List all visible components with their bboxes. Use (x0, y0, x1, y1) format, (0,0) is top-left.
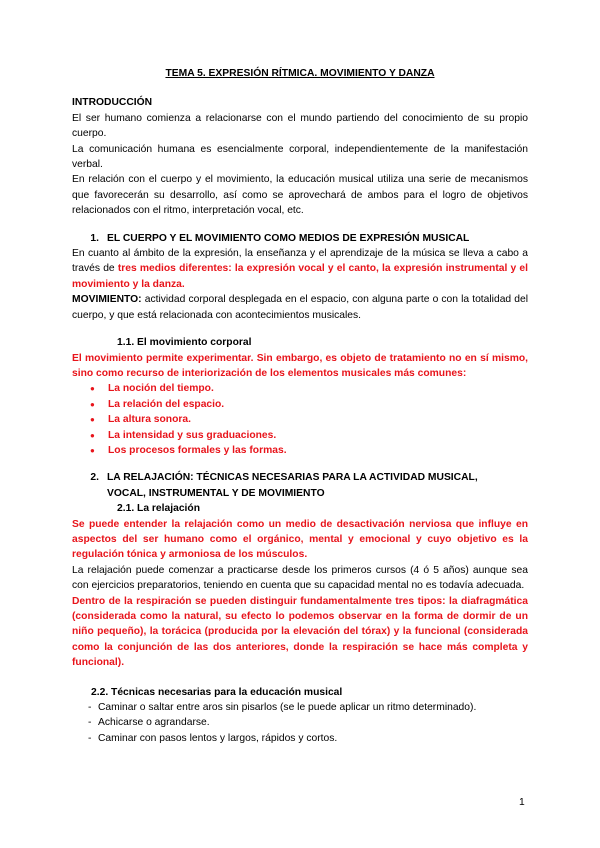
subsection-2-1-paragraph-1: Se puede entender la relajación como un medio de desactivación nerviosa que influye en aspectos del ser humano como el orgánico, mental y emocional y cuyo objetivo es la regulación tónica y armoniosa de los músculos. (72, 518, 528, 561)
intro-paragraph-1: El ser humano comienza a relacionarse con el mundo partiendo del conocimiento de su propio cuerpo. (72, 112, 528, 140)
musical-elements-list (72, 381, 528, 458)
section-1-paragraph-2 (72, 292, 528, 323)
section-2-heading (72, 470, 528, 485)
list-item: - Caminar con pasos lentos y largos, rápidos y cortos. (72, 731, 528, 746)
list-item: ● Los procesos formales y las formas. (90, 443, 528, 458)
subsection-2-1-paragraph-3: Dentro de la respiración se pueden distinguir fundamentalmente tres tipos: la diafragmática (considerada como la natural, su efecto lo podemos observar en la forma de dormir de un niño pequeño), la torácica (producida por la elevación del tórax) y la funcional (considerada como la conjunción de las dos anteriores, donde la respiración se hace más completa y funcional). (72, 595, 528, 669)
section-1-paragraph-1 (72, 246, 528, 292)
subsection-1-1-heading: 1.1. El movimiento corporal (117, 337, 252, 349)
section-2-title-line-2: VOCAL, INSTRUMENTAL Y DE MOVIMIENTO (107, 487, 325, 499)
movimiento-definition: actividad corporal desplegada en el espacio, con alguna parte o con la totalidad del cuerpo, y que está relacionada con acontecimientos musicales. (72, 294, 528, 321)
document-title: TEMA 5. EXPRESIÓN RÍTMICA. MOVIMIENTO Y DANZA (165, 68, 435, 79)
list-item: ● La noción del tiempo. (90, 381, 528, 396)
subsection-2-1-paragraph-2: La relajación puede comenzar a practicarse desde los primeros cursos (4 ó 5 años) aunque sea con ejercicios preparatorios, teniendo en cuenta que su capacidad mental no es todavía adecuada. (72, 564, 528, 592)
subsection-2-1-heading: 2.1. La relajación (117, 503, 200, 515)
techniques-list (72, 700, 528, 746)
section-1-p1-highlight: tres medios diferentes: la expresión vocal y el canto, la expresión instrumental y el movimiento y la danza. (72, 263, 528, 290)
section-1-number: 1. (90, 232, 99, 244)
section-2-number: 2. (90, 472, 99, 484)
page-number: 1 (519, 797, 525, 808)
list-item: ● La altura sonora. (90, 412, 528, 427)
intro-paragraph-3: En relación con el cuerpo y el movimiento, la educación musical utiliza una serie de mecanismos que favorecerán su desarrollo, así como se aprovechará de ambos para el logro de objetivos relacionados con el ritmo, interpretación vocal, etc. (72, 174, 528, 217)
section-1-p1-text: En cuanto al ámbito de la expresión, la enseñanza y el aprendizaje de la música se lleva a cabo a través de (72, 248, 528, 275)
list-item: ● La relación del espacio. (90, 397, 528, 412)
subsection-2-2-heading: 2.2. Técnicas necesarias para la educación musical (91, 686, 343, 698)
section-1-title: EL CUERPO Y EL MOVIMIENTO COMO MEDIOS DE EXPRESIÓN MUSICAL (107, 232, 470, 244)
intro-paragraph-2: La comunicación humana es esencialmente corporal, independientemente de la manifestación verbal. (72, 143, 528, 171)
list-item: - Achicarse o agrandarse. (72, 715, 528, 730)
section-1-heading (72, 231, 528, 246)
list-item: - Caminar o saltar entre aros sin pisarlos (se le puede aplicar un ritmo determinado). (72, 700, 528, 715)
document-page (72, 66, 528, 746)
section-2-title-line-1: LA RELAJACIÓN: TÉCNICAS NECESARIAS PARA LA ACTIVIDAD MUSICAL, (107, 472, 478, 484)
movimiento-label: MOVIMIENTO: (72, 294, 142, 306)
list-item: ● La intensidad y sus graduaciones. (90, 428, 528, 443)
intro-heading: INTRODUCCIÓN (72, 97, 153, 109)
subsection-1-1-intro: El movimiento permite experimentar. Sin embargo, es objeto de tratamiento no en sí mismo, sino como recurso de interiorización de los elementos musicales más comunes: (72, 352, 528, 379)
